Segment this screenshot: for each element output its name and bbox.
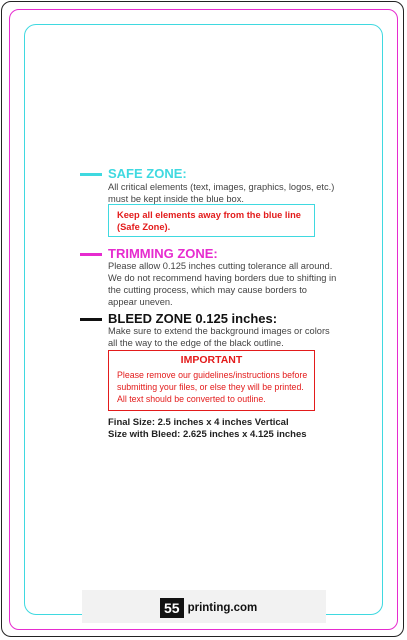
trimming-zone-line: appear uneven.	[108, 297, 173, 307]
safe-zone-note-line: Keep all elements away from the blue line	[117, 210, 301, 220]
safe-zone-line: must be kept inside the blue box.	[108, 194, 244, 204]
safe-zone-note	[117, 209, 301, 233]
bleed-zone-line: all the way to the edge of the black outline.	[108, 338, 284, 348]
trimming-zone-description	[108, 260, 336, 308]
important-body	[117, 369, 307, 405]
safe-zone-note-box	[108, 204, 315, 237]
bleed-size-text: Size with Bleed: 2.625 inches x 4.125 inches	[108, 429, 307, 440]
important-notice-box	[108, 350, 315, 411]
safe-zone-line-marker	[80, 173, 102, 176]
brand-logo	[160, 598, 257, 618]
final-size-text: Final Size: 2.5 inches x 4 inches Vertical	[108, 417, 289, 428]
important-line: submitting your files, or else they will be printed.	[117, 382, 304, 392]
important-line: All text should be converted to outline.	[117, 394, 266, 404]
trimming-zone-line-marker	[80, 253, 102, 256]
trimming-zone-line: the cutting process, which may cause borders to	[108, 285, 307, 295]
bleed-zone-description	[108, 325, 330, 349]
bleed-zone-line-marker	[80, 318, 102, 321]
safe-zone-title: SAFE ZONE:	[108, 166, 187, 181]
important-line: Please remove our guidelines/instructions before	[117, 370, 308, 380]
logo-text: printing.com	[187, 602, 258, 614]
bleed-zone-title: BLEED ZONE 0.125 inches:	[108, 311, 278, 326]
trimming-zone-line: Please allow 0.125 inches cutting tolerance all around.	[108, 261, 333, 271]
safe-zone-line: All critical elements (text, images, graphics, logos, etc.)	[108, 182, 335, 192]
size-info	[108, 417, 307, 441]
bleed-zone-line: Make sure to extend the background images or colors	[108, 326, 330, 336]
trimming-zone-line: We do not recommend having borders due to shifting in	[108, 273, 337, 283]
safe-zone-description	[108, 181, 334, 205]
trimming-zone-title: TRIMMING ZONE:	[108, 246, 218, 261]
logo-number: 55	[160, 598, 184, 618]
safe-zone-note-line: (Safe Zone).	[117, 222, 171, 232]
important-heading: IMPORTANT	[180, 354, 243, 366]
